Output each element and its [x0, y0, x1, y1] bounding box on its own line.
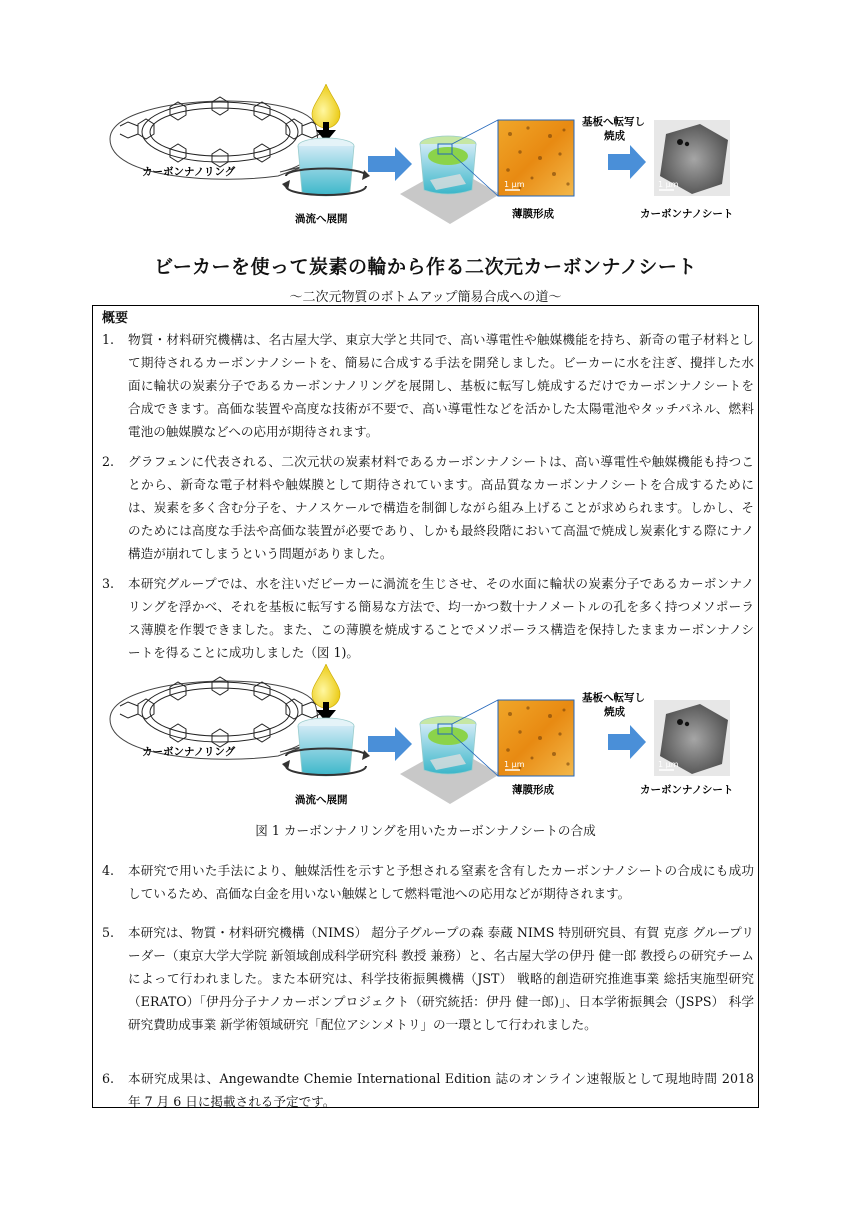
- summary-heading: 概要: [102, 311, 129, 326]
- summary-item-3: [102, 572, 754, 664]
- figure-caption: 図 1 カーボンナノリングを用いたカーボンナノシートの合成: [255, 823, 596, 838]
- figure-top: [100, 84, 760, 224]
- afm-scale-label: 1 µm: [504, 760, 525, 769]
- summary-item-6: [102, 1067, 754, 1113]
- item-text: 本研究は、物質・材料研究機構（NIMS） 超分子グループの森 泰蔵 NIMS 特別研究員、有賀 克彦 グループリーダー（東京大学大学院 新領域創成科学研究科 教授 兼務）と、名古屋大学の伊丹 健一郎 教授らの研究チームによって行われました。また本研究は、科学技術振興機構（JST） 戦略的創造研究推進事業 総括実施型研究（ERATO）「伊丹分子ナノカーボンプロジェクト（研究統括：伊丹 健一郎)」、日本学術振興会（JSPS） 科学研究費助成事業 新学術領域研究「配位アシンメトリ」の一環として行われました。: [128, 925, 754, 1032]
- film-label: 薄膜形成: [512, 784, 554, 796]
- item-number: 5.: [102, 925, 115, 940]
- transfer-label-line2: 焼成: [604, 706, 625, 718]
- synthesis-scheme-graphic: [100, 84, 760, 224]
- transfer-label-line1: 基板へ転写し: [582, 692, 645, 704]
- transfer-label-line1: 基板へ転写し: [582, 116, 645, 128]
- figure-1: [100, 664, 760, 804]
- item-text: 本研究グループでは、水を注いだビーカーに渦流を生じさせ、その水面に輪状の炭素分子であるカーボンナノリングを浮かべ、それを基板に転写する簡易な方法で、均一かつ数十ナノメートルの孔を多く持つメソポーラス薄膜を作製できました。また、この薄膜を焼成することでメソポーラス構造を保持したままカーボンナノシートを得ることに成功しました（図 1)。: [128, 576, 754, 660]
- summary-item-4: [102, 859, 754, 905]
- tem-scale-label: 1 µm: [658, 180, 679, 189]
- item-number: 1.: [102, 332, 115, 347]
- item-number: 3.: [102, 576, 115, 591]
- item-number: 2.: [102, 454, 115, 469]
- item-text: 本研究成果は、Angewandte Chemie International Edition 誌のオンライン速報版として現地時間 2018 年 7 月 6 日に掲載される予定です。: [128, 1071, 754, 1109]
- tem-scale-label: 1 µm: [658, 760, 679, 769]
- summary-item-2: [102, 450, 754, 565]
- item-text: グラフェンに代表される、二次元状の炭素材料であるカーボンナノシートは、高い導電性や触媒機能も持つことから、新奇な電子材料や触媒膜として期待されています。高品質なカーボンナノシートを合成するためには、炭素を多く含む分子を、ナノスケールで構造を制御しながら組み上げることが求められます。しかし、そのためには高度な手法や高価な装置が必要であり、しかも最終段階において高温で焼成し炭素化する際にナノ構造が崩れてしまうという問題がありました。: [128, 454, 754, 561]
- page-subtitle: 〜二次元物質のボトムアップ簡易合成への道〜: [289, 290, 562, 305]
- summary-item-5: [102, 921, 754, 1036]
- transfer-label-line2: 焼成: [604, 130, 625, 142]
- sheet-label: カーボンナノシート: [640, 208, 734, 220]
- afm-scale-label: 1 µm: [504, 180, 525, 189]
- item-number: 4.: [102, 863, 115, 878]
- item-text: 物質・材料研究機構は、名古屋大学、東京大学と共同で、高い導電性や触媒機能を持ち、新奇の電子材料として期待されるカーボンナノシートを、簡易に合成する手法を開発しました。ビーカーに水を注ぎ、攪拌した水面に輪状の炭素分子であるカーボンナノリングを展開し、基板に転写し焼成するだけでカーボンナノシートを合成できます。高価な装置や高度な技術が不要で、高い導電性などを活かした太陽電池やタッチパネル、燃料電池の触媒膜などへの応用が期待されます。: [128, 332, 754, 439]
- summary-item-1: [102, 328, 754, 443]
- ring-label: カーボンナノリング: [142, 746, 236, 758]
- item-number: 6.: [102, 1071, 115, 1086]
- page-title: ビーカーを使って炭素の輪から作る二次元カーボンナノシート: [154, 256, 697, 278]
- ring-label: カーボンナノリング: [142, 166, 236, 178]
- sheet-label: カーボンナノシート: [640, 784, 734, 796]
- vortex-label: 渦流へ展開: [295, 213, 348, 225]
- film-label: 薄膜形成: [512, 208, 554, 220]
- vortex-label: 渦流へ展開: [295, 794, 348, 806]
- item-text: 本研究で用いた手法により、触媒活性を示すと予想される窒素を含有したカーボンナノシートの合成にも成功しているため、高価な白金を用いない触媒として燃料電池への応用などが期待されます。: [128, 863, 754, 901]
